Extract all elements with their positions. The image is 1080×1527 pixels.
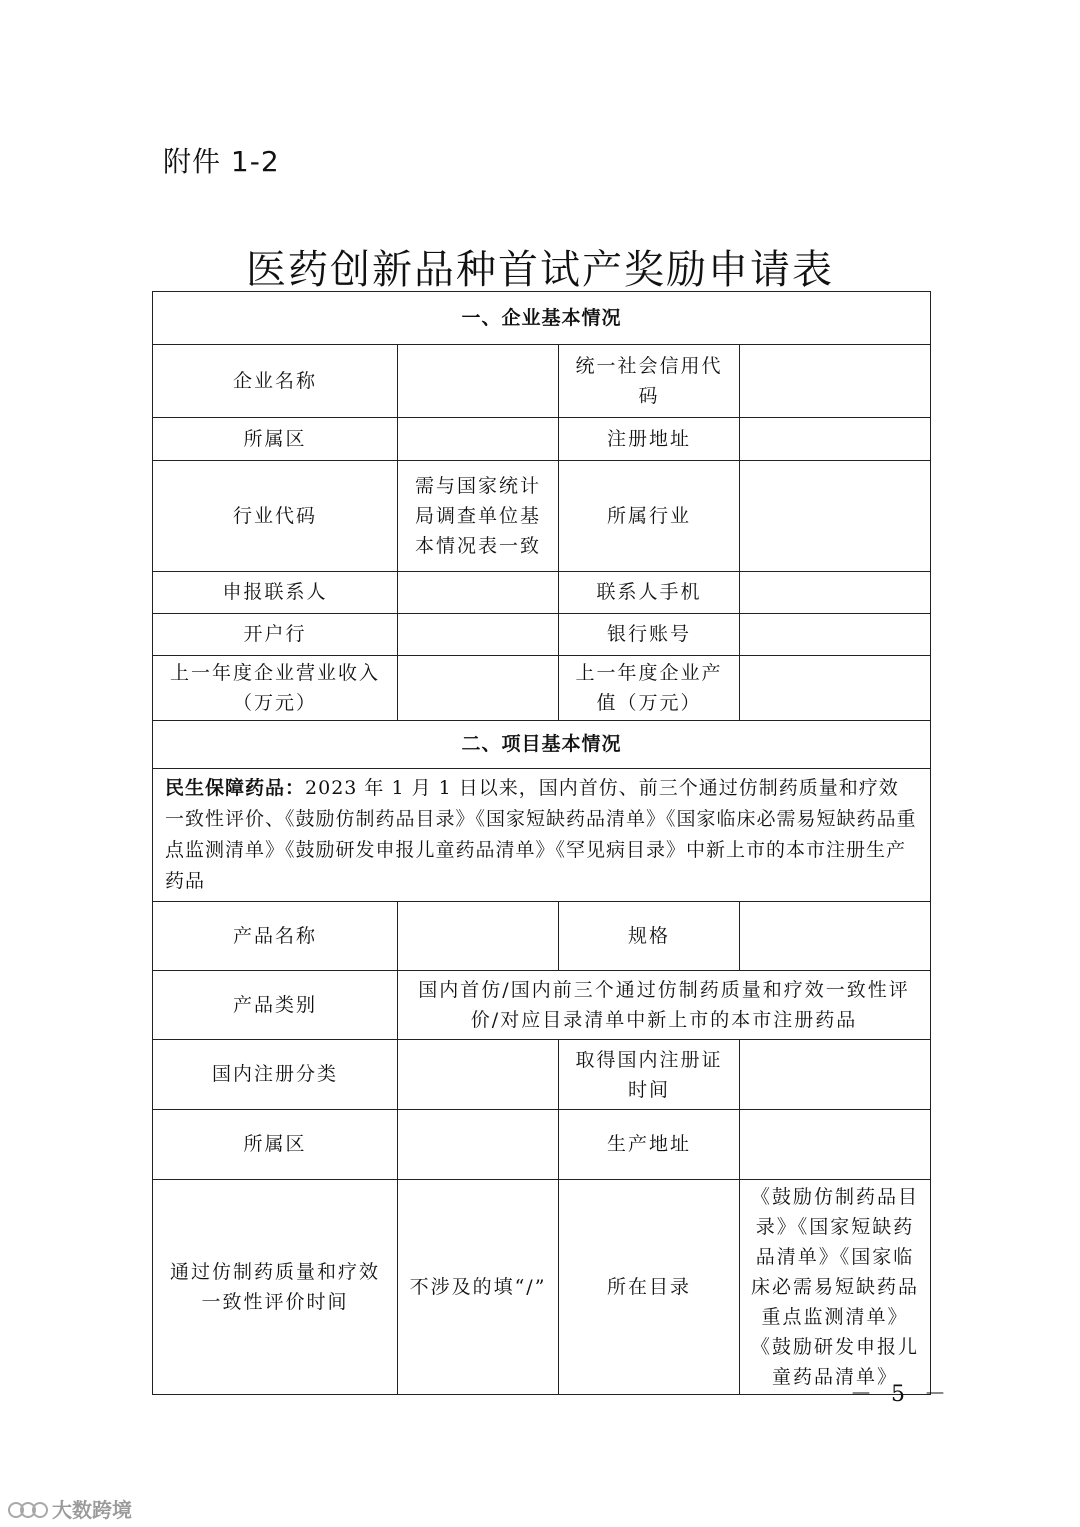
contact-phone-label: 联系人手机 (559, 572, 740, 614)
reg-class-label: 国内注册分类 (153, 1040, 398, 1110)
company-name-field[interactable] (398, 345, 559, 418)
bank-label: 开户行 (153, 614, 398, 656)
watermark-logo-icon (8, 1499, 48, 1519)
section-heading-project: 二、项目基本情况 (153, 721, 931, 769)
bank-field[interactable] (398, 614, 559, 656)
output-field[interactable] (740, 656, 931, 721)
output-label: 上一年度企业产值（万元） (559, 656, 740, 721)
industry-field[interactable] (740, 461, 931, 572)
intro-bold-label: 民生保障药品： (165, 777, 306, 799)
watermark-text: 大数跨境 (52, 1498, 132, 1522)
revenue-label: 上一年度企业营业收入（万元） (153, 656, 398, 721)
category-label: 产品类别 (153, 971, 398, 1040)
spec-field[interactable] (740, 902, 931, 971)
page-number: － 5 － (850, 1382, 952, 1407)
reg-address-label: 注册地址 (559, 418, 740, 461)
reg-address-field[interactable] (740, 418, 931, 461)
watermark (8, 1494, 132, 1523)
attachment-label: 附件 1-2 (163, 145, 280, 178)
credit-code-label: 统一社会信用代码 (559, 345, 740, 418)
category-field[interactable]: 国内首仿/国内前三个通过仿制药质量和疗效一致性评价/对应目录清单中新上市的本市注册药品 (398, 971, 931, 1040)
cert-time-label: 取得国内注册证时间 (559, 1040, 740, 1110)
district-field[interactable] (398, 418, 559, 461)
contact-field[interactable] (398, 572, 559, 614)
catalog-field[interactable]: 《鼓励仿制药品目录》《国家短缺药品清单》《国家临床必需易短缺药品重点监测清单》《鼓励研发申报儿童药品清单》 (740, 1180, 931, 1395)
reg-class-field[interactable] (398, 1040, 559, 1110)
project-district-label: 所属区 (153, 1110, 398, 1180)
catalog-label: 所在目录 (559, 1180, 740, 1395)
form-title: 医药创新品种首试产奖励申请表 (246, 247, 834, 293)
industry-code-field[interactable]: 需与国家统计局调查单位基本情况表一致 (398, 461, 559, 572)
application-form-table (152, 291, 931, 1395)
section-heading-enterprise: 一、企业基本情况 (153, 292, 931, 345)
cert-time-field[interactable] (740, 1040, 931, 1110)
prod-address-label: 生产地址 (559, 1110, 740, 1180)
company-name-label: 企业名称 (153, 345, 398, 418)
contact-label: 申报联系人 (153, 572, 398, 614)
contact-phone-field[interactable] (740, 572, 931, 614)
prod-address-field[interactable] (740, 1110, 931, 1180)
credit-code-field[interactable] (740, 345, 931, 418)
industry-code-label: 行业代码 (153, 461, 398, 572)
eval-time-label: 通过仿制药质量和疗效一致性评价时间 (153, 1180, 398, 1395)
product-name-field[interactable] (398, 902, 559, 971)
intro-text: 2023 年 1 月 1 日以来，国内首仿、前三个通过仿制药质量和疗效一致性评价、《鼓励仿制药品目录》《国家短缺药品清单》《国家临床必需易短缺药品重点监测清单》《鼓励研发申报儿童药品清单》《罕见病目录》中新上市的本市注册生产药品 (165, 777, 917, 892)
district-label: 所属区 (153, 418, 398, 461)
account-field[interactable] (740, 614, 931, 656)
eval-time-field[interactable]: 不涉及的填“/” (398, 1180, 559, 1395)
industry-label: 所属行业 (559, 461, 740, 572)
project-district-field[interactable] (398, 1110, 559, 1180)
spec-label: 规格 (559, 902, 740, 971)
revenue-field[interactable] (398, 656, 559, 721)
product-name-label: 产品名称 (153, 902, 398, 971)
project-intro (153, 769, 931, 902)
account-label: 银行账号 (559, 614, 740, 656)
